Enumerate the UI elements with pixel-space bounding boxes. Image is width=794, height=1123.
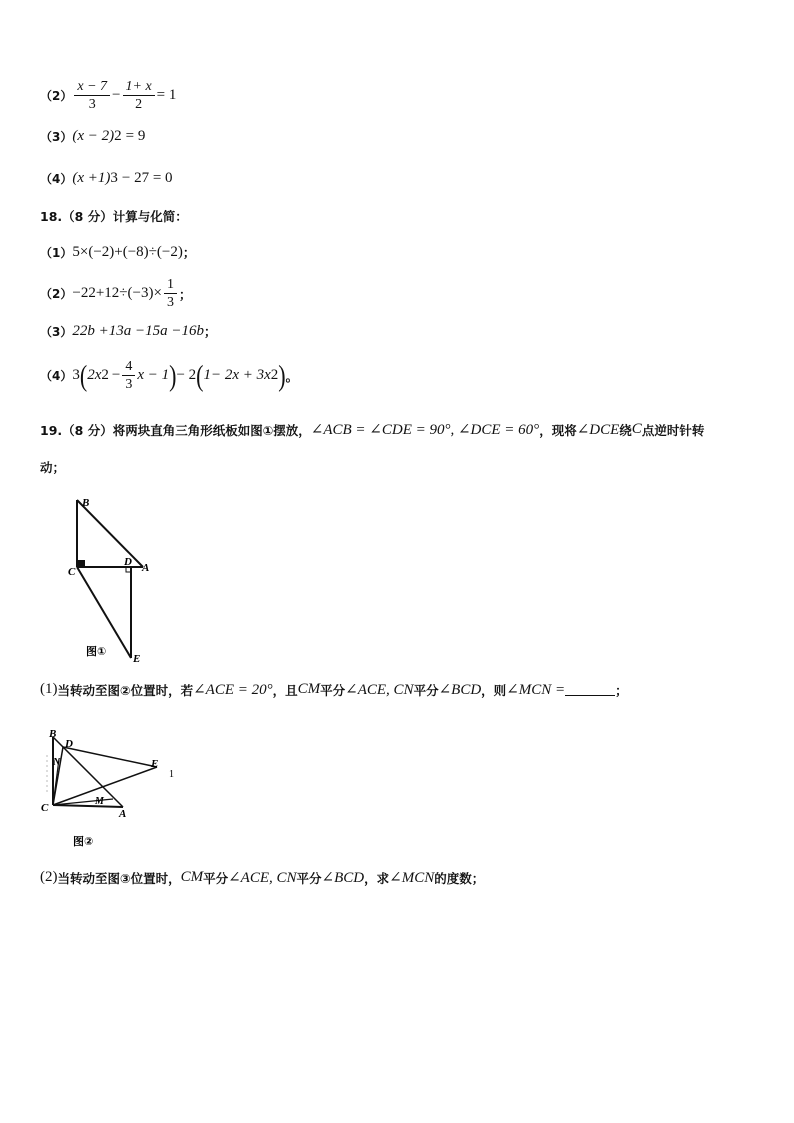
term: 1− 2x + 3x — [203, 367, 271, 383]
label-b: B — [49, 728, 57, 740]
expression: (x +1) — [72, 170, 111, 186]
line-ca — [53, 805, 123, 807]
sub2-math: ∠MCN — [389, 870, 435, 886]
q19-sub1 — [40, 680, 628, 699]
sub2-math: CM — [180, 869, 204, 885]
q18-part2-label: （2） — [40, 287, 73, 301]
q18-part1 — [40, 243, 195, 261]
expression: 5×(−2)+(−8)÷(−2) — [72, 243, 183, 260]
q17-part2 — [40, 78, 176, 113]
expression-a: −2 — [72, 285, 89, 301]
label-one: 1 — [169, 769, 174, 780]
label-d: D — [65, 738, 73, 750]
label-c: C — [68, 566, 76, 578]
sub2-text: ，求 — [364, 870, 390, 886]
equation-tail: = 1 — [156, 87, 177, 103]
sub1-math: ∠MCN = — [506, 682, 566, 698]
sub2-text: 的度数； — [434, 870, 485, 886]
period: 。 — [285, 368, 299, 384]
sub1-text: ，且 — [272, 682, 298, 698]
sub1-math: ∠BCD — [438, 682, 482, 698]
label-m: M — [95, 796, 104, 807]
intro-math: ∠ACB = ∠CDE = 90°, ∠DCE = 60° — [310, 422, 540, 438]
label-e: E — [151, 758, 159, 770]
semicolon: ； — [615, 682, 628, 698]
term: 2x — [87, 367, 102, 383]
intro-text: ，现将 — [539, 422, 577, 438]
sub2-text: 平分 — [203, 870, 229, 886]
q17-part4-label: （4） — [40, 172, 73, 186]
intro-math: ∠DCE — [576, 422, 620, 438]
q17-part3-label: （3） — [40, 130, 73, 144]
line-ba — [77, 500, 143, 567]
fraction — [123, 78, 155, 113]
q18-part4 — [40, 358, 298, 393]
figure-1-caption: 图① — [86, 645, 107, 658]
intro-text: 19.（8 分）将两块直角三角形纸板如图①摆放， — [40, 422, 311, 438]
q18-part3-label: （3） — [40, 324, 73, 339]
equation-tail: − 27 = 0 — [121, 170, 173, 186]
left-paren: ( — [79, 357, 88, 392]
sub1-text: 平分 — [320, 682, 346, 698]
fraction-denominator: 3 — [166, 295, 174, 310]
q18-title: 18.（8 分）计算与化简： — [40, 209, 188, 224]
equation-tail: = 9 — [125, 128, 146, 144]
fraction-denominator: 3 — [88, 97, 96, 112]
sub1-text: 当转动至图②位置时，若 — [57, 682, 194, 698]
q19-sub2 — [40, 868, 484, 887]
exponent: 2 — [270, 367, 279, 383]
label-a: A — [142, 562, 150, 574]
expression: 22b +13a −15a −16b — [72, 322, 204, 339]
q18-part2 — [40, 276, 191, 311]
fraction-denominator: 3 — [125, 377, 133, 392]
right-paren: ) — [278, 357, 286, 392]
sub2-math: ∠BCD — [321, 870, 365, 886]
sub1-math: CM — [297, 681, 321, 697]
sub2-text: 平分 — [296, 870, 322, 886]
exponent: 2 — [88, 285, 96, 301]
fraction-numerator: 1+ x — [123, 78, 155, 96]
exponent: 2 — [101, 367, 109, 383]
figure-2-caption: 图② — [73, 835, 94, 848]
q17-part4 — [40, 170, 173, 187]
semicolon: ； — [178, 286, 192, 302]
fraction — [164, 276, 177, 311]
label-e: E — [133, 653, 141, 665]
q17-part3 — [40, 128, 145, 145]
sub2-text: 当转动至图③位置时， — [57, 870, 181, 886]
q18-part4-label: （4） — [40, 369, 73, 383]
sub2-label: (2) — [40, 869, 58, 885]
sub1-math: ∠ACE = 20° — [193, 682, 273, 698]
fraction-numerator: 4 — [122, 358, 135, 376]
sub1-math: ∠ACE, CN — [345, 682, 414, 698]
expression: (x − 2) — [72, 128, 115, 144]
left-paren: ( — [196, 357, 204, 392]
intro-math: C — [631, 421, 642, 437]
figure-1 — [60, 490, 170, 665]
sub1-text: 平分 — [413, 682, 439, 698]
coefficient: 3 — [72, 367, 80, 383]
label-c: C — [41, 802, 49, 814]
fraction — [122, 358, 135, 393]
label-a: A — [119, 808, 127, 820]
sub1-label: (1) — [40, 681, 58, 697]
minus-sign: − — [112, 87, 121, 103]
semicolon: ； — [203, 324, 217, 339]
expression-b: +12÷(−3)× — [95, 285, 162, 301]
sub1-text: ，则 — [481, 682, 507, 698]
exponent: 2 — [114, 128, 122, 144]
sub2-math: ∠ACE, CN — [228, 870, 297, 886]
q19-intro-line1 — [40, 420, 704, 439]
right-angle-marker-c — [78, 560, 85, 567]
fraction-numerator: x − 7 — [74, 78, 110, 96]
label-d: D — [124, 556, 132, 568]
exponent: 3 — [110, 170, 118, 186]
term: x − 1 — [137, 367, 170, 383]
right-paren: ) — [169, 357, 177, 392]
fraction — [74, 78, 110, 113]
intro-text: 点逆时针转 — [641, 422, 705, 438]
fraction-numerator: 1 — [164, 276, 177, 294]
line-de — [63, 747, 157, 767]
q18-part3 — [40, 322, 217, 340]
intro-text: 绕 — [619, 422, 632, 438]
q19-intro-line2: 动； — [40, 460, 66, 475]
label-b: B — [82, 497, 90, 509]
minus-sign: − — [111, 367, 121, 383]
term: − 2 — [176, 367, 197, 383]
q17-part2-label: （2） — [40, 89, 73, 103]
semicolon: ； — [182, 245, 196, 260]
fraction-denominator: 2 — [135, 97, 143, 112]
label-n: N — [53, 757, 61, 768]
answer-blank[interactable] — [565, 683, 615, 696]
q18-part1-label: （1） — [40, 245, 73, 260]
figure-2 — [35, 725, 185, 850]
